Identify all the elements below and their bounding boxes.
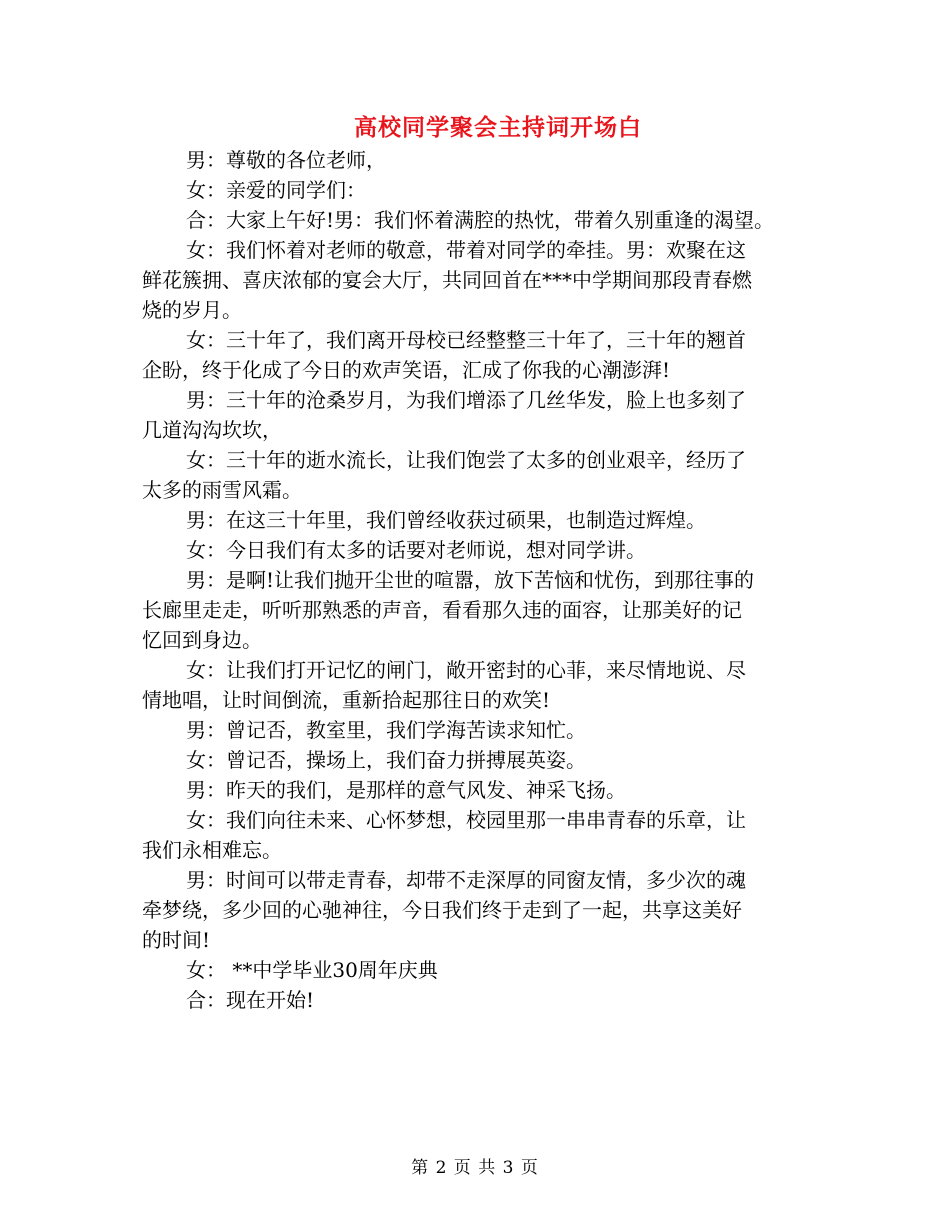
paragraph [142,145,822,175]
paragraph [142,505,822,535]
paragraph-line: 女：我们怀着对老师的敬意，带着对同学的牵挂。男：欢聚在这 [186,238,746,262]
paragraph [142,445,822,505]
paragraph-line: 太多的雨雪风霜。 [142,478,302,502]
paragraph-line: 男：尊敬的各位老师， [186,148,386,172]
paragraph [142,865,822,955]
paragraph-line: 女：我们向往未来、心怀梦想，校园里那一串串青春的乐章，让 [186,808,746,832]
paragraph [142,775,822,805]
paragraph-line: 男：昨天的我们，是那样的意气风发、神采飞扬。 [186,778,626,802]
paragraph-line: 情地唱，让时间倒流，重新拾起那往日的欢笑! [142,688,551,712]
paragraph [142,955,822,985]
paragraph-line: 男：时间可以带走青春，却带不走深厚的同窗友情，多少次的魂 [186,868,746,892]
paragraph [142,745,822,775]
paragraph-line: 企盼，终于化成了今日的欢声笑语，汇成了你我的心潮澎湃! [142,358,671,382]
paragraph-line: 的时间! [142,928,211,952]
paragraph [142,385,822,445]
paragraph-line: 男：在这三十年里，我们曾经收获过硕果，也制造过辉煌。 [186,508,706,532]
paragraph-line: 男：是啊!让我们抛开尘世的喧嚣，放下苦恼和忧伤，到那往事的 [186,568,755,592]
paragraph-line: 长廊里走走，听听那熟悉的声音，看看那久违的面容，让那美好的记 [142,598,742,622]
paragraph-line: 女：三十年的逝水流长，让我们饱尝了太多的创业艰辛，经历了 [186,448,746,472]
paragraph-line: 女：今日我们有太多的话要对老师说，想对同学讲。 [186,538,646,562]
paragraph-line: 牵梦绕，多少回的心驰神往，今日我们终于走到了一起，共享这美好 [142,898,742,922]
paragraph-line: 女：让我们打开记忆的闸门，敞开密封的心菲，来尽情地说、尽 [186,658,746,682]
document-title: 高校同学聚会主持词开场白 [354,114,642,141]
paragraph [142,715,822,745]
paragraph-line: 女：曾记否，操场上，我们奋力拼搏展英姿。 [186,748,586,772]
paragraph [142,235,822,325]
paragraph [142,805,822,865]
paragraph-line: 我们永相难忘。 [142,838,282,862]
paragraph [142,175,822,205]
paragraph-line: 女：亲爱的同学们： [186,178,366,202]
paragraph-line: 合：现在开始! [186,988,315,1012]
paragraph-line: 忆回到身边。 [142,628,262,652]
paragraph-line: 男：曾记否，教室里，我们学海苦读求知忙。 [186,718,586,742]
paragraph-line: 合：大家上午好!男：我们怀着满腔的热忱，带着久别重逢的渴望。 [186,208,775,232]
paragraph [142,985,822,1015]
document-body [142,145,822,1015]
paragraph [142,535,822,565]
paragraph-line: 鲜花簇拥、喜庆浓郁的宴会大厅，共同回首在***中学期间那段青春燃 [142,268,752,292]
paragraph [142,205,822,235]
paragraph [142,655,822,715]
page-number-footer: 第 2 页 共 3 页 [411,1158,539,1178]
paragraph-line: 烧的岁月。 [142,298,242,322]
paragraph-line: 男：三十年的沧桑岁月，为我们增添了几丝华发，脸上也多刻了 [186,388,746,412]
paragraph-line: 女：三十年了，我们离开母校已经整整三十年了，三十年的翘首 [186,328,746,352]
paragraph-line: 女： **中学毕业30周年庆典 [186,958,438,982]
paragraph [142,325,822,385]
paragraph-line: 几道沟沟坎坎， [142,418,282,442]
paragraph [142,565,822,655]
